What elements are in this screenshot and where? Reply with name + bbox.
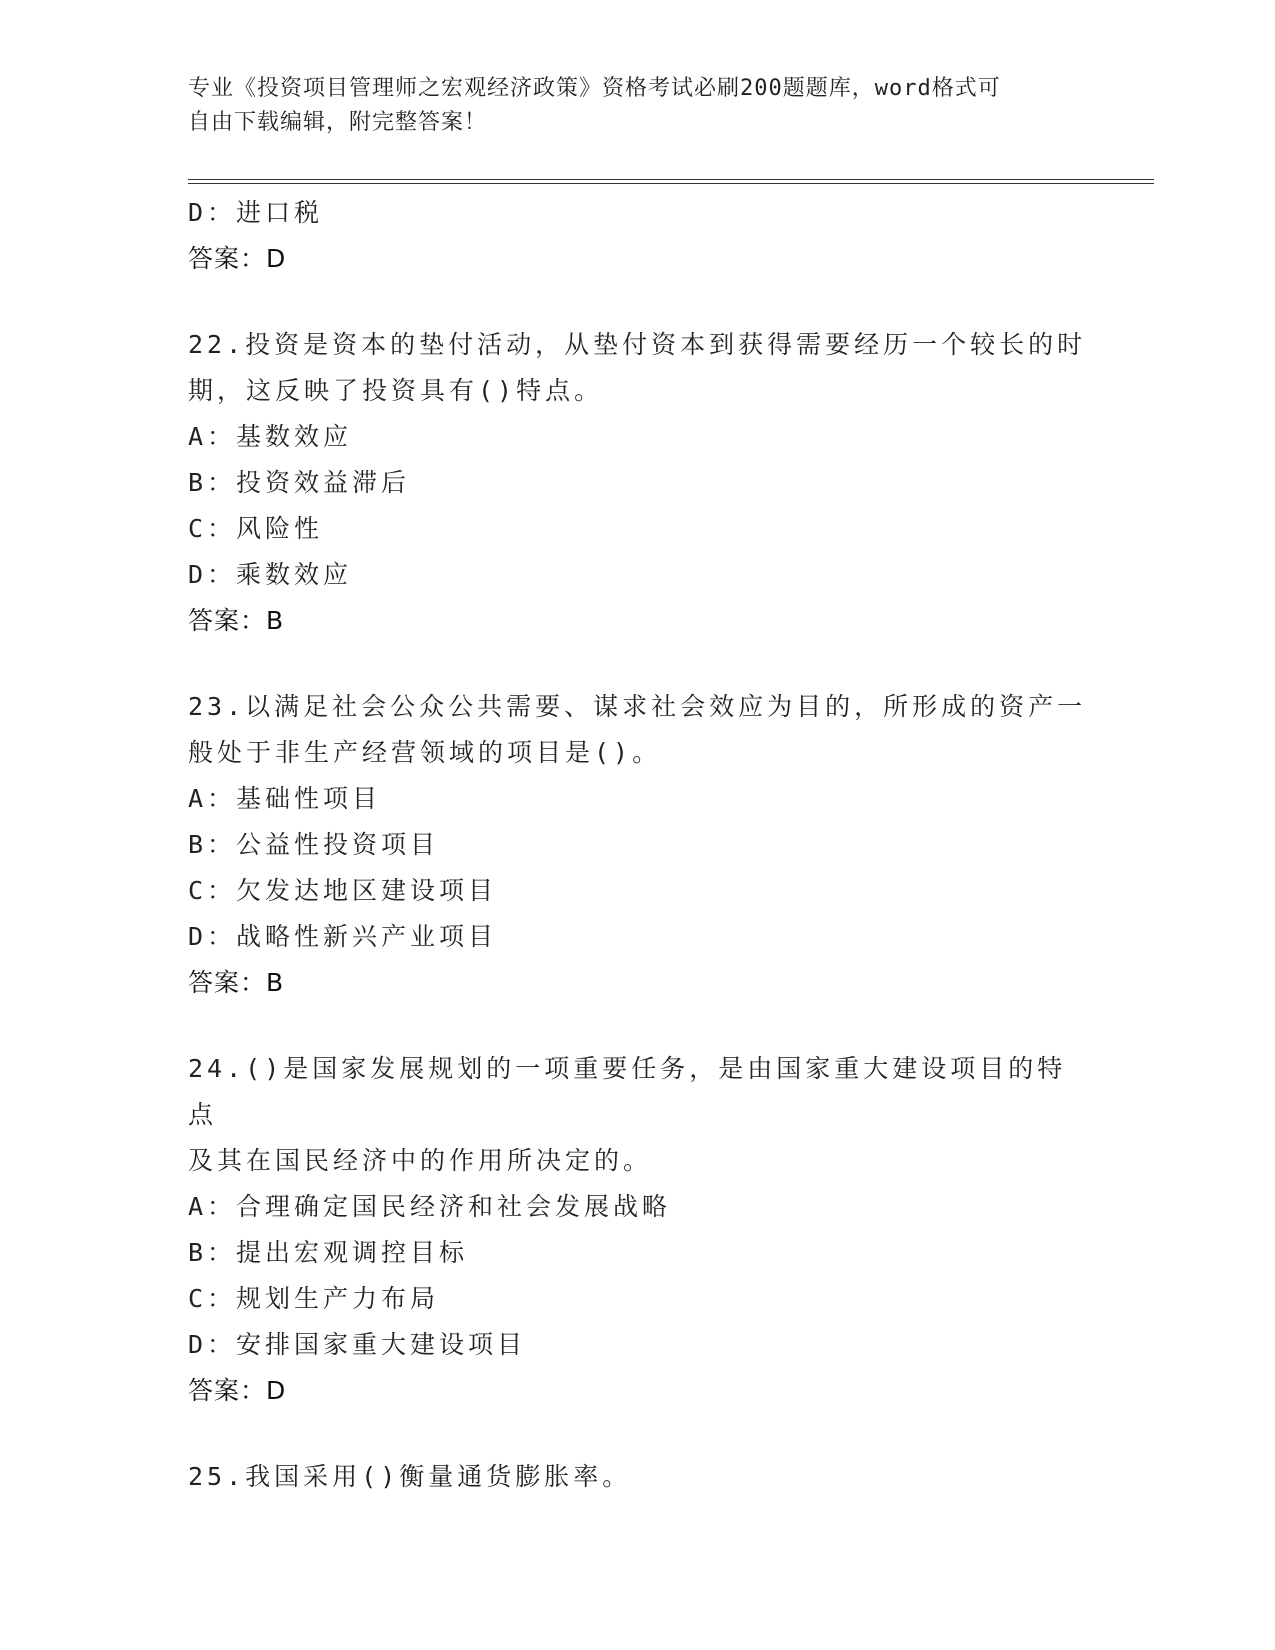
header-rule-top	[188, 179, 1154, 180]
option-d: D：乘数效应	[188, 560, 353, 589]
option-b: B：投资效益滞后	[188, 468, 411, 497]
option-d: D：进口税	[188, 198, 324, 227]
answer-line: 答案：B	[188, 968, 285, 997]
option-a: A：基础性项目	[188, 784, 382, 813]
question-text-line-2: 般处于非生产经营领域的项目是()。	[188, 738, 662, 767]
header-line-1: 专业《投资项目管理师之宏观经济政策》资格考试必刷200题题库，word格式可	[188, 76, 1001, 101]
carryover-block	[188, 190, 1088, 282]
question-text-line-1: 22.投资是资本的垫付活动，从垫付资本到获得需要经历一个较长的时	[188, 330, 1087, 359]
option-c: C：欠发达地区建设项目	[188, 876, 498, 905]
question-23	[188, 684, 1088, 1006]
option-a: A：合理确定国民经济和社会发展战略	[188, 1192, 672, 1221]
document-header	[188, 72, 1088, 140]
answer-line: 答案：D	[188, 1376, 287, 1405]
question-text-line-2: 及其在国民经济中的作用所决定的。	[188, 1146, 653, 1175]
question-text-line-1: 23.以满足社会公众公共需要、谋求社会效应为目的，所形成的资产一	[188, 692, 1087, 721]
question-list	[188, 190, 1088, 1500]
option-d: D：战略性新兴产业项目	[188, 922, 498, 951]
option-a: A：基数效应	[188, 422, 353, 451]
option-b: B：公益性投资项目	[188, 830, 440, 859]
header-rule-bottom	[188, 183, 1154, 184]
question-25	[188, 1454, 1088, 1500]
question-text-line-1: 25.我国采用()衡量通货膨胀率。	[188, 1462, 632, 1491]
question-22	[188, 322, 1088, 644]
question-24	[188, 1046, 1088, 1414]
header-line-2: 自由下载编辑，附完整答案！	[188, 110, 488, 135]
option-c: C：风险性	[188, 514, 324, 543]
option-d: D：安排国家重大建设项目	[188, 1330, 527, 1359]
answer-line: 答案：D	[188, 244, 287, 273]
option-c: C：规划生产力布局	[188, 1284, 440, 1313]
option-b: B：提出宏观调控目标	[188, 1238, 469, 1267]
answer-line: 答案：B	[188, 606, 285, 635]
question-text-line-2: 期，这反映了投资具有()特点。	[188, 376, 604, 405]
question-text-line-1: 24.()是国家发展规划的一项重要任务，是由国家重大建设项目的特点	[188, 1054, 1067, 1129]
